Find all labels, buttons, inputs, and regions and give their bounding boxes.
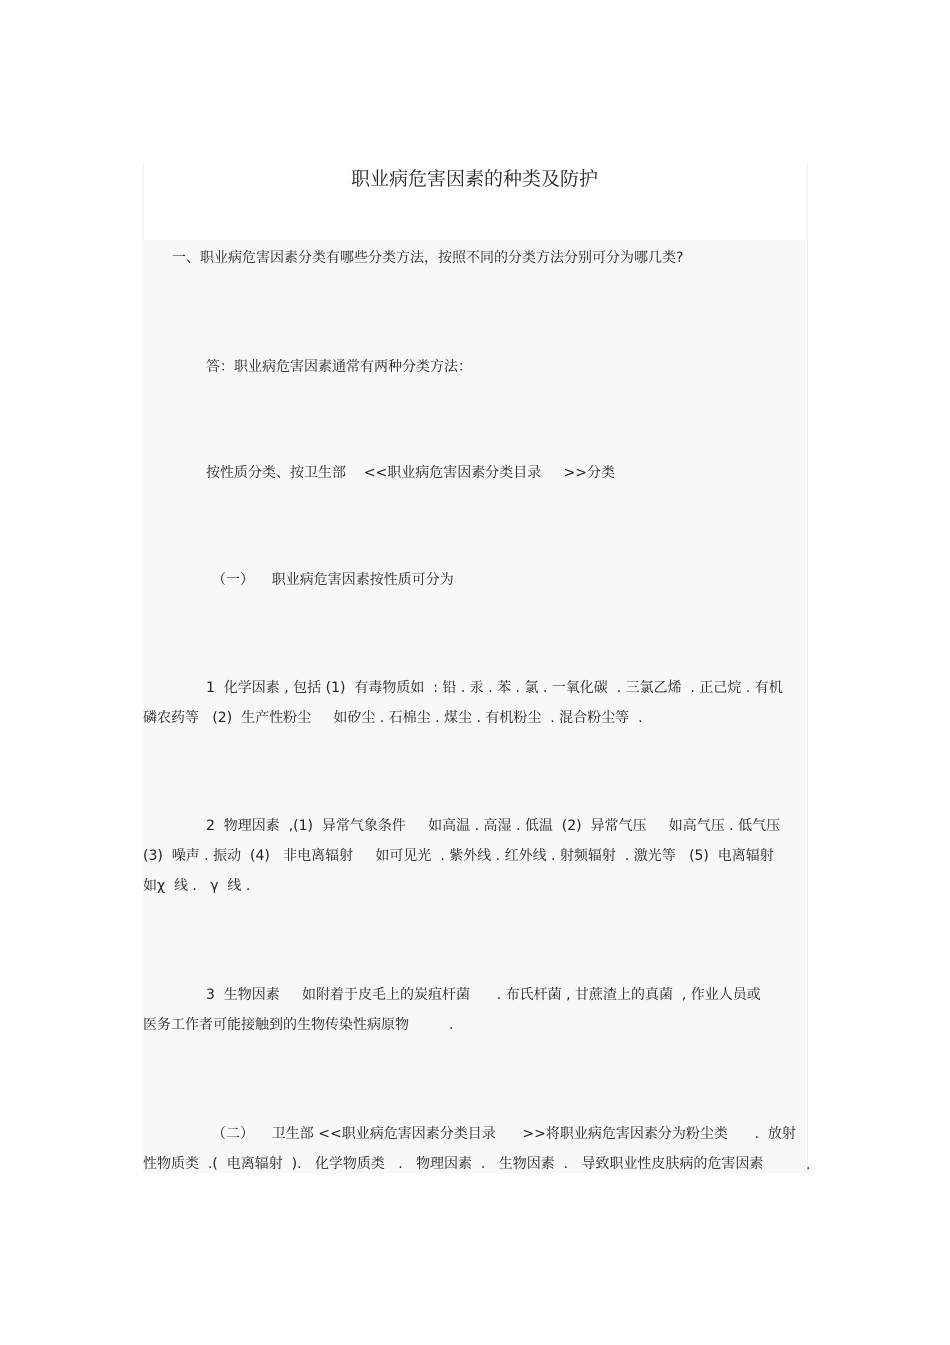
question-heading: 一、职业病危害因素分类有哪些分类方法，按照不同的分类方法分别可分为哪几类?	[172, 250, 684, 266]
chemical-factors-line-1: 1 化学因素 , 包括 (1) 有毒物质如 : 铅 . 汞 . 苯 . 氯 . 一氧化碳 . 三氯乙烯 . 正己烷 . 有机	[206, 680, 783, 696]
physical-factors-line-1: 2 物理因素 ,(1) 异常气象条件 如高温 . 高湿 . 低温 (2) 异常气压 如高气压 . 低气压	[206, 818, 781, 834]
document-title: 职业病危害因素的种类及防护	[350, 168, 598, 190]
section-two-line-1: （二） 卫生部 <<职业病危害因素分类目录 >>将职业病危害因素分为粉尘类 . 放射	[212, 1126, 796, 1142]
section-two-end-mark: .	[806, 1157, 811, 1173]
physical-factors-line-3: 如χ 线 . γ 线 .	[143, 878, 251, 894]
section-one-heading: （一） 职业病危害因素按性质可分为	[212, 572, 454, 588]
biological-factors-line-1: 3 生物因素 如附着于皮毛上的炭疽杆菌 . 布氏杆菌 , 甘蔗渣上的真菌 , 作业人员或	[206, 987, 761, 1003]
physical-factors-line-2: (3) 噪声 . 振动 (4) 非电离辐射 如可见光 . 紫外线 . 红外线 . 射频辐射 . 激光等 (5) 电离辐射	[143, 848, 774, 864]
chemical-factors-line-2: 磷农药等 (2) 生产性粉尘 如矽尘 . 石棉尘 . 煤尘 . 有机粉尘 . 混合粉尘等 .	[143, 710, 643, 726]
answer-intro: 答：职业病危害因素通常有两种分类方法：	[206, 359, 472, 375]
biological-factors-line-2: 医务工作者可能接触到的生物传染性病原物 .	[143, 1017, 454, 1033]
classification-methods: 按性质分类、按卫生部 <<职业病危害因素分类目录 >>分类	[206, 465, 615, 481]
section-two-line-2: 性物质类 .( 电离辐射 ). 化学物质类 . 物理因素 . 生物因素 . 导致职业性皮肤病的危害因素	[143, 1156, 764, 1172]
